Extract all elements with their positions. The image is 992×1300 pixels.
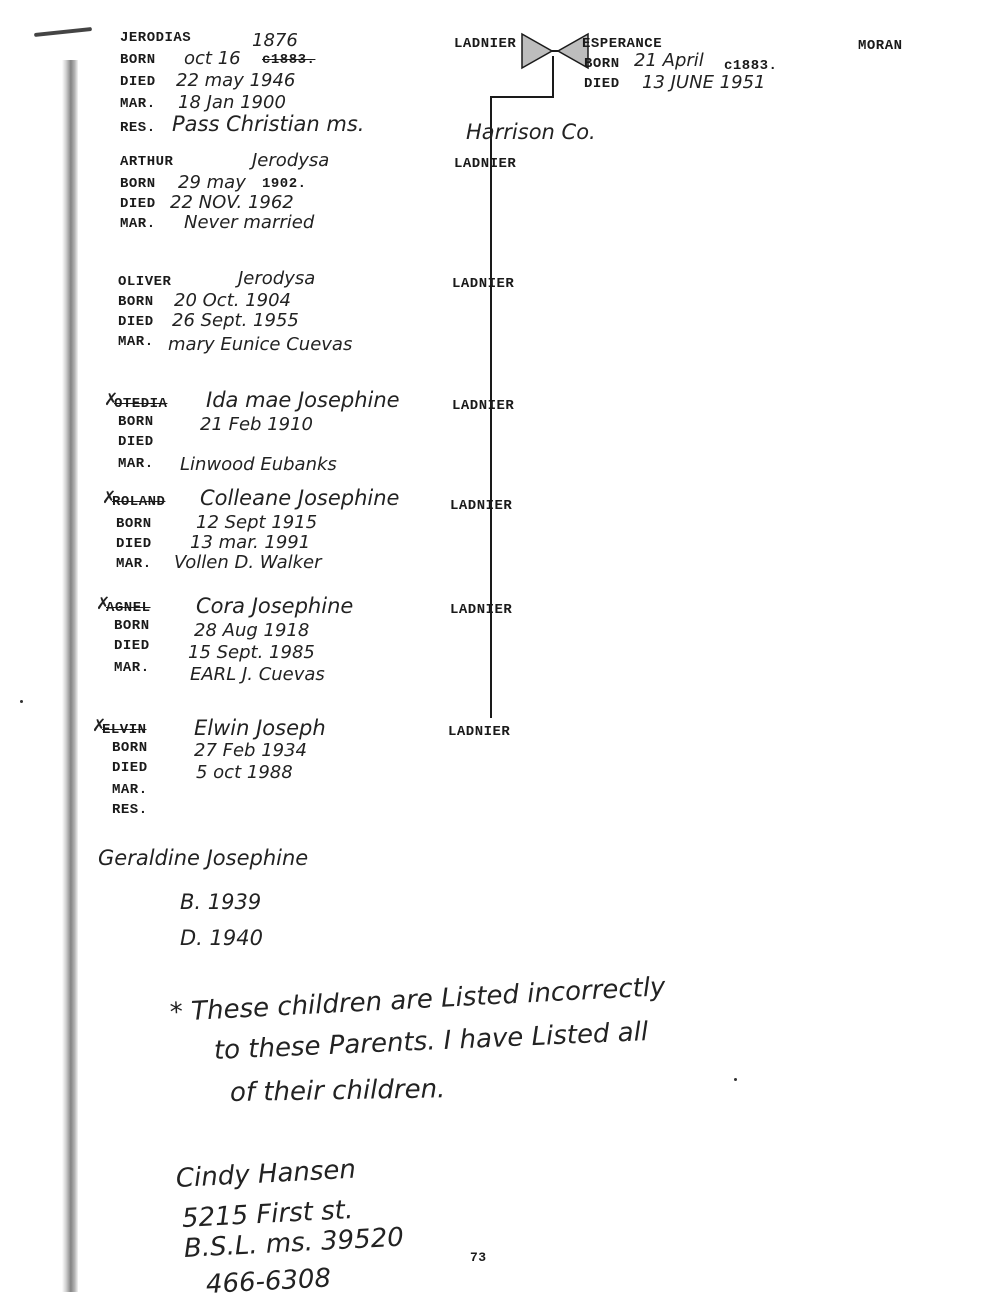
father-died-date: 22 may 1946: [176, 70, 296, 91]
child-mar-label: MAR.: [118, 334, 154, 350]
child-died-date: 15 Sept. 1985: [188, 642, 315, 663]
child-marriage: mary Eunice Cuevas: [168, 334, 353, 355]
mother-born-typed: c1883.: [724, 58, 778, 74]
signature-address-2: B.S.L. ms. 39520: [183, 1222, 405, 1264]
child-hand-name: Ida mae Josephine: [206, 388, 400, 412]
extra-child-name: Geraldine Josephine: [98, 846, 309, 870]
father-mar-label: MAR.: [120, 96, 156, 112]
child-mar-label: MAR.: [116, 556, 152, 572]
child-hand-name: Colleane Josephine: [200, 486, 400, 510]
child-hand-name: Elwin Joseph: [194, 716, 326, 740]
child-marriage: Linwood Eubanks: [180, 454, 337, 475]
parent-horizontal-line: [490, 96, 554, 98]
mother-surname: MORAN: [858, 38, 903, 54]
child-mar-label: MAR.: [114, 660, 150, 676]
correction-x-icon: ✗: [104, 390, 119, 410]
binding-shadow: [62, 60, 78, 1292]
child-born-date: 29 may: [178, 172, 246, 193]
note-line-1: * These children are Listed incorrectly: [169, 972, 667, 1028]
extra-child-died: D. 1940: [180, 926, 263, 950]
child-surname: LADNIER: [452, 276, 515, 292]
child-died-label: DIED: [120, 196, 156, 212]
father-residence: Pass Christian ms.: [172, 112, 365, 136]
correction-x-icon: ✗: [96, 594, 111, 614]
child-struck-name: AGNEL: [106, 600, 151, 616]
father-born-year: 1876: [252, 30, 298, 51]
child-died-label: DIED: [114, 638, 150, 654]
extra-child-born: B. 1939: [180, 890, 262, 914]
father-mar-date: 18 Jan 1900: [178, 92, 286, 113]
parent-drop-line: [552, 56, 554, 98]
signature-address-1: 5215 First st.: [181, 1195, 354, 1234]
stray-dot: [20, 700, 23, 703]
father-died-label: DIED: [120, 74, 156, 90]
mother-died-label: DIED: [584, 76, 620, 92]
child-born-date: 27 Feb 1934: [194, 740, 308, 761]
child-surname: LADNIER: [452, 398, 515, 414]
mother-died-date: 13 JUNE 1951: [642, 72, 766, 93]
child-surname: LADNIER: [450, 498, 513, 514]
child-marriage: Never married: [184, 212, 315, 233]
mother-born-date: 21 April: [634, 50, 704, 71]
child-born-date: 20 Oct. 1904: [174, 290, 291, 311]
child-born-label: BORN: [114, 618, 150, 634]
child-died-label: DIED: [112, 760, 148, 776]
child-born-label: BORN: [120, 176, 156, 192]
child-surname: LADNIER: [448, 724, 511, 740]
mother-name: ESPERANCE: [582, 36, 663, 52]
child-struck-name: ROLAND: [112, 494, 166, 510]
child-born-typed: 1902.: [262, 176, 307, 192]
child-hand-name: Jerodysa: [252, 150, 330, 171]
child-died-date: 5 oct 1988: [196, 762, 293, 783]
child-mar-label: MAR.: [118, 456, 154, 472]
child-hand-name: Cora Josephine: [196, 594, 354, 618]
father-surname: LADNIER: [454, 36, 517, 52]
note-line-2: to these Parents. I have Listed all: [213, 1017, 649, 1066]
signature-phone: 466-6308: [205, 1263, 332, 1300]
child-born-label: BORN: [112, 740, 148, 756]
child-born-label: BORN: [116, 516, 152, 532]
child-died-date: 13 mar. 1991: [190, 532, 311, 553]
child-struck-name: OTEDIA: [114, 396, 168, 412]
signature-name: Cindy Hansen: [175, 1154, 357, 1194]
child-name: OLIVER: [118, 274, 172, 290]
child-res-label: RES.: [112, 802, 148, 818]
marriage-connector-icon: [518, 28, 592, 74]
child-died-date: 26 Sept. 1955: [172, 310, 299, 331]
child-surname: LADNIER: [454, 156, 517, 172]
child-born-date: 28 Aug 1918: [194, 620, 310, 641]
child-hand-name: Jerodysa: [238, 268, 316, 289]
child-died-label: DIED: [118, 314, 154, 330]
child-died-label: DIED: [118, 434, 154, 450]
child-born-date: 21 Feb 1910: [200, 414, 314, 435]
child-born-label: BORN: [118, 414, 154, 430]
mother-born-label: BORN: [584, 56, 620, 72]
father-res-label: RES.: [120, 120, 156, 136]
stray-dot: [734, 1078, 737, 1081]
child-mar-label: MAR.: [120, 216, 156, 232]
child-surname: LADNIER: [450, 602, 513, 618]
child-marriage: EARL J. Cuevas: [190, 664, 325, 685]
father-born-date: oct 16: [184, 48, 241, 69]
correction-x-icon: ✗: [102, 488, 117, 508]
child-mar-label: MAR.: [112, 782, 148, 798]
correction-x-icon: ✗: [92, 716, 107, 736]
father-born-struck: c1883.: [262, 52, 316, 68]
child-born-date: 12 Sept 1915: [196, 512, 318, 533]
corner-pen-mark: [34, 27, 92, 37]
father-residence-county: Harrison Co.: [466, 120, 596, 144]
child-died-date: 22 NOV. 1962: [170, 192, 294, 213]
page-number: 73: [470, 1250, 487, 1265]
child-died-label: DIED: [116, 536, 152, 552]
child-born-label: BORN: [118, 294, 154, 310]
child-struck-name: ELVIN: [102, 722, 147, 738]
child-marriage: Vollen D. Walker: [174, 552, 322, 573]
child-name: ARTHUR: [120, 154, 174, 170]
note-line-3: of their children.: [229, 1074, 446, 1108]
father-name: JERODIAS: [120, 30, 192, 46]
father-born-label: BORN: [120, 52, 156, 68]
